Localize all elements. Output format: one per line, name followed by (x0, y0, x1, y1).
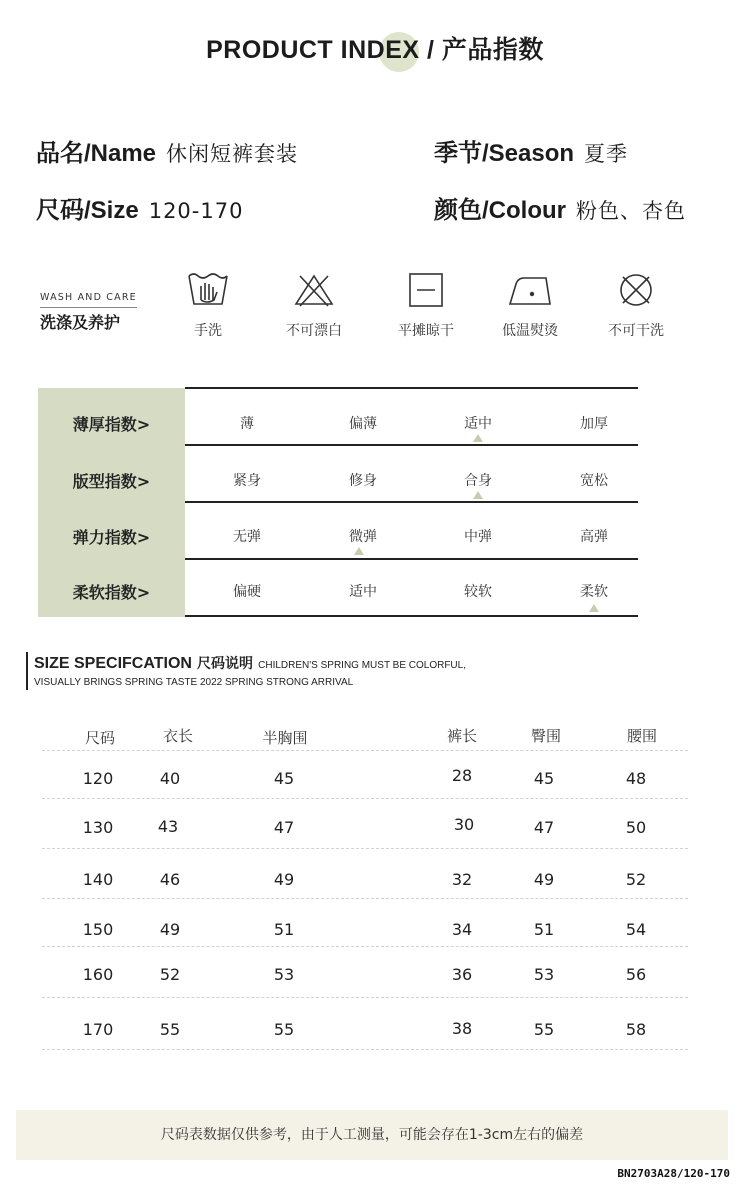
size-cell: 46 (159, 870, 181, 889)
size-cell: 45 (533, 769, 555, 788)
index-option: 偏硬 (233, 584, 261, 600)
size-cell: 170 (82, 1020, 114, 1039)
size-cell: 47 (273, 818, 295, 837)
index-option-selected: 微弹 (349, 529, 377, 545)
size-table-divider (42, 997, 688, 998)
size-cell: 58 (625, 1020, 647, 1039)
pants-length-col-header: 裤长 (446, 727, 477, 745)
size-cell: 51 (533, 920, 555, 939)
index-option: 高弹 (580, 529, 608, 545)
size-table-divider (42, 848, 688, 849)
low-iron-icon (506, 270, 554, 310)
care-low-iron (480, 270, 580, 340)
size-cell: 53 (273, 965, 295, 984)
size-label: 尺码/Size (36, 197, 139, 224)
product-colour (434, 190, 686, 225)
index-divider (185, 387, 638, 389)
size-table-divider (42, 898, 688, 899)
care-dry-flat (376, 270, 476, 340)
waist-col-header: 腰围 (626, 727, 657, 745)
size-col-header: 尺码 (84, 729, 115, 747)
index-option: 薄 (240, 416, 254, 432)
index-selection-marker (473, 434, 483, 442)
index-option: 较软 (464, 584, 492, 600)
size-cell: 54 (625, 920, 647, 939)
index-divider (185, 444, 638, 446)
size-spec-bar (26, 652, 28, 690)
fit-index-label: 版型指数> (72, 472, 151, 491)
hand-wash-icon (186, 270, 230, 310)
size-cell: 28 (451, 766, 473, 785)
size-cell: 55 (159, 1020, 181, 1039)
index-divider (185, 615, 638, 617)
name-label: 品名/Name (36, 140, 157, 167)
size-cell: 43 (157, 817, 179, 836)
size-cell: 48 (625, 769, 647, 788)
colour-label: 颜色/Colour (434, 197, 566, 224)
index-option-selected: 合身 (464, 473, 492, 489)
index-option-selected: 柔软 (580, 584, 608, 600)
index-option-selected: 适中 (464, 416, 492, 432)
size-cell: 45 (273, 769, 295, 788)
index-selection-marker (473, 491, 483, 499)
size-cell: 55 (273, 1020, 295, 1039)
care-label: 平摊晾干 (398, 323, 454, 339)
size-cell: 38 (451, 1019, 473, 1038)
size-cell: 120 (82, 769, 114, 788)
index-option: 紧身 (233, 473, 261, 489)
care-no-bleach (264, 270, 364, 340)
size-table-divider (42, 1049, 688, 1050)
index-option: 无弹 (233, 529, 261, 545)
size-cell: 53 (533, 965, 555, 984)
page-header (0, 30, 750, 66)
index-selection-marker (589, 604, 599, 612)
wash-care-title-en: WASH AND CARE (40, 292, 137, 308)
size-cell: 36 (451, 965, 473, 984)
care-label: 低温熨烫 (502, 323, 558, 339)
size-cell: 51 (273, 920, 295, 939)
size-table-divider (42, 946, 688, 947)
size-spec-heading (34, 653, 466, 673)
no-bleach-icon (292, 270, 336, 310)
index-option: 适中 (349, 584, 377, 600)
care-hand-wash (158, 270, 258, 340)
season-value: 夏季 (584, 142, 629, 166)
size-cell: 56 (625, 965, 647, 984)
size-cell: 49 (273, 870, 295, 889)
length-col-header: 衣长 (162, 727, 193, 745)
size-cell: 160 (82, 965, 114, 984)
size-value: 120-170 (148, 199, 244, 223)
product-size (36, 190, 243, 225)
name-value: 休闲短裤套装 (166, 142, 299, 166)
index-option: 中弹 (464, 529, 492, 545)
index-divider (185, 501, 638, 503)
care-label: 手洗 (194, 323, 222, 339)
wash-care-title-cn: 洗涤及养护 (40, 313, 121, 332)
care-label: 不可干洗 (608, 323, 664, 339)
size-cell: 40 (159, 769, 181, 788)
size-cell: 150 (82, 920, 114, 939)
elasticity-index-label: 弹力指数> (72, 528, 151, 547)
size-spec-title-cn: 尺码说明 (197, 656, 254, 672)
size-spec-tagline-2: VISUALLY BRINGS SPRING TASTE 2022 SPRING STRONG ARRIVAL (34, 677, 354, 688)
dry-flat-icon (404, 270, 448, 310)
size-cell: 47 (533, 818, 555, 837)
size-cell: 140 (82, 870, 114, 889)
index-selection-marker (354, 547, 364, 555)
product-code: BN2703A28/120-170 (617, 1167, 730, 1180)
product-season (434, 133, 628, 168)
care-label: 不可漂白 (286, 323, 342, 339)
product-name (36, 133, 298, 168)
size-spec-tagline-1: CHILDREN'S SPRING MUST BE COLORFUL, (258, 660, 466, 671)
size-cell: 49 (533, 870, 555, 889)
page-title: PRODUCT INDEX / 产品指数 (206, 36, 544, 64)
size-cell: 30 (453, 815, 475, 834)
index-option: 加厚 (580, 416, 608, 432)
size-table-divider (42, 798, 688, 799)
index-divider (185, 558, 638, 560)
size-cell: 50 (625, 818, 647, 837)
softness-index-label: 柔软指数> (72, 583, 151, 602)
season-label: 季节/Season (434, 140, 575, 167)
size-cell: 32 (451, 870, 473, 889)
half-chest-col-header: 半胸围 (262, 729, 308, 747)
size-cell: 34 (451, 920, 473, 939)
care-no-dry-clean (586, 270, 686, 340)
hip-col-header: 臀围 (530, 727, 561, 745)
measurement-note: 尺码表数据仅供参考，由于人工测量，可能会存在1-3cm左右的偏差 (160, 1127, 584, 1143)
thickness-index-label: 薄厚指数> (72, 415, 151, 434)
size-cell: 52 (625, 870, 647, 889)
size-cell: 130 (82, 818, 114, 837)
size-cell: 52 (159, 965, 181, 984)
size-cell: 55 (533, 1020, 555, 1039)
size-spec-title-en: SIZE SPECIFCATION (34, 655, 192, 672)
index-option: 偏薄 (349, 416, 377, 432)
no-dry-clean-icon (614, 270, 658, 310)
size-cell: 49 (159, 920, 181, 939)
index-option: 宽松 (580, 473, 608, 489)
colour-value: 粉色、杏色 (576, 199, 686, 223)
size-table-divider (42, 750, 688, 751)
index-option: 修身 (349, 473, 377, 489)
